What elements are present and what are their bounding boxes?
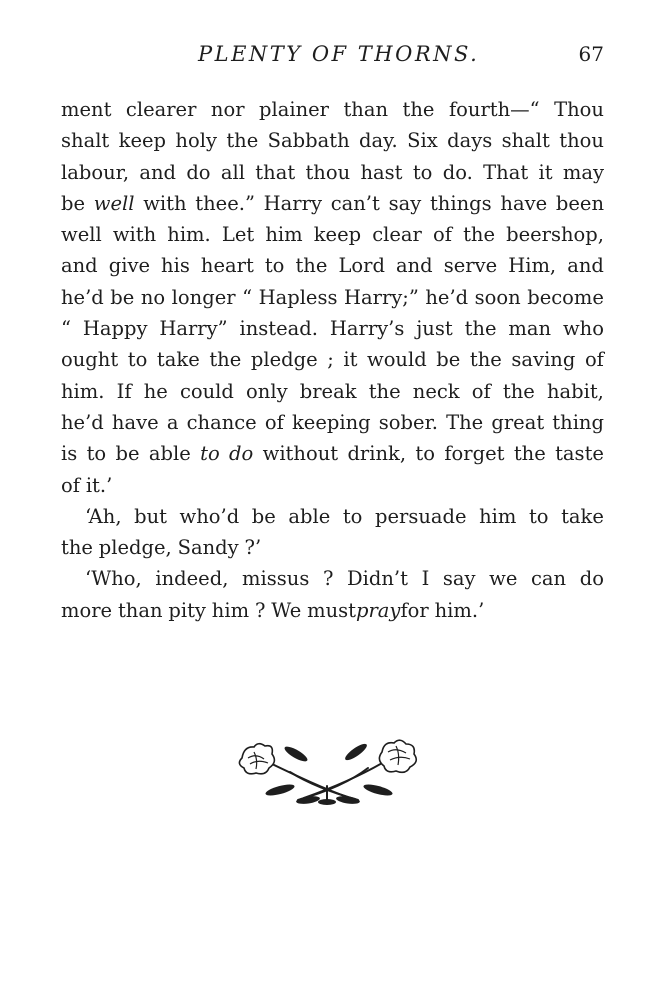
word: and — [567, 254, 604, 278]
text-line — [61, 501, 604, 532]
text-line — [61, 282, 604, 313]
word: can’t — [330, 191, 380, 215]
word: that — [255, 160, 296, 184]
word: and — [139, 160, 177, 184]
word: without — [262, 442, 339, 466]
word: beershop, — [506, 223, 604, 247]
word: Harry — [263, 191, 322, 215]
word: well — [61, 223, 102, 247]
word: able — [288, 504, 331, 528]
word: thee.” — [195, 191, 255, 215]
word: We — [271, 598, 302, 622]
word: but — [134, 504, 167, 528]
word: him.’ — [434, 598, 485, 622]
word: shalt — [61, 129, 110, 153]
body-text — [61, 94, 604, 626]
word: ?’ — [244, 536, 262, 560]
word: of — [61, 473, 80, 497]
word: him — [211, 598, 250, 622]
word: pity — [168, 598, 206, 622]
word: clear — [372, 223, 422, 247]
word: “ — [61, 317, 71, 341]
word: labour, — [61, 160, 130, 184]
word: would — [367, 348, 427, 372]
word: taste — [555, 442, 604, 466]
word: been — [555, 191, 604, 215]
word: pray — [356, 598, 401, 622]
word: must — [307, 598, 356, 622]
word: The — [446, 410, 484, 434]
word: Sandy — [177, 536, 239, 560]
word: chance — [186, 410, 257, 434]
word: the — [469, 348, 502, 372]
word: thou — [559, 129, 604, 153]
word: say — [442, 567, 476, 591]
word: could — [179, 379, 234, 403]
word: Let — [221, 223, 255, 247]
word: great — [491, 410, 545, 434]
word: he’d — [425, 285, 469, 309]
word: holy — [175, 129, 217, 153]
word: him. — [61, 379, 105, 403]
word: the — [295, 254, 328, 278]
word: become — [527, 285, 604, 309]
word: only — [246, 379, 288, 403]
word: do. — [442, 160, 473, 184]
word: missus — [242, 567, 310, 591]
word: to — [342, 504, 363, 528]
word: to — [127, 348, 148, 372]
word: man — [508, 317, 552, 341]
word: instead. — [239, 317, 318, 341]
word: be — [115, 442, 140, 466]
word: have — [500, 191, 548, 215]
word: thing — [552, 410, 604, 434]
word: he — [143, 379, 168, 403]
word: and — [61, 254, 98, 278]
word: “ — [242, 285, 253, 309]
word: well — [93, 191, 135, 215]
text-line — [61, 188, 604, 219]
word: heart — [200, 254, 254, 278]
word: ment — [61, 98, 112, 121]
word: Him, — [508, 254, 557, 278]
text-line — [61, 407, 604, 438]
word: persuade — [374, 504, 467, 528]
word: sober. — [378, 410, 438, 434]
text-line — [61, 438, 604, 469]
word: take — [156, 348, 200, 372]
word: no — [140, 285, 166, 309]
word: the — [368, 379, 401, 403]
word: him. — [167, 223, 211, 247]
word: be — [61, 191, 86, 215]
word: able — [148, 442, 191, 466]
word: he’d — [61, 410, 104, 434]
word: break — [299, 379, 357, 403]
text-line — [61, 219, 604, 250]
word: Didn’t — [347, 567, 408, 591]
word: to — [528, 504, 549, 528]
word: Hapless — [258, 285, 338, 309]
word: may — [562, 160, 604, 184]
word: who — [562, 317, 604, 341]
text-line — [61, 94, 604, 125]
word: keep — [313, 223, 362, 247]
word: drink, — [347, 442, 407, 466]
word: saving — [511, 348, 576, 372]
word: ? — [322, 567, 334, 591]
text-line — [61, 470, 604, 501]
word: clearer — [125, 98, 197, 121]
word: give — [108, 254, 150, 278]
word: neck — [412, 379, 460, 403]
word: Thou — [554, 98, 604, 121]
word: indeed, — [155, 567, 229, 591]
text-line — [61, 344, 604, 375]
word: hast — [360, 160, 403, 184]
word: habit, — [546, 379, 604, 403]
word: him — [265, 223, 303, 247]
word: a — [166, 410, 179, 434]
word: plainer — [258, 98, 329, 121]
word: keeping — [291, 410, 371, 434]
word: the — [502, 379, 535, 403]
word: ? — [254, 598, 266, 622]
word: shalt — [501, 129, 550, 153]
text-line — [61, 313, 604, 344]
word: to — [264, 254, 285, 278]
word: of — [584, 348, 604, 372]
word: forget — [444, 442, 505, 466]
word: of — [432, 223, 452, 247]
word: soon — [474, 285, 521, 309]
word: with — [112, 223, 157, 247]
word: take — [561, 504, 604, 528]
word: nor — [210, 98, 245, 121]
word: If — [116, 379, 132, 403]
word: Six — [407, 129, 438, 153]
word: can — [531, 567, 567, 591]
word: Happy — [82, 317, 148, 341]
text-line — [61, 595, 604, 626]
word: do — [186, 160, 211, 184]
page-number: 67 — [578, 42, 604, 66]
word: pledge, — [98, 536, 172, 560]
word: than — [117, 598, 163, 622]
word: days — [447, 129, 493, 153]
word: and — [396, 254, 433, 278]
word: fourth—“ — [448, 98, 540, 121]
word: he’d — [61, 285, 104, 309]
word: who’d — [179, 504, 240, 528]
word: serve — [443, 254, 498, 278]
word: the — [402, 98, 435, 121]
word: with — [143, 191, 187, 215]
word: be — [110, 285, 135, 309]
word: the — [464, 317, 497, 341]
word: of — [264, 410, 284, 434]
text-line — [61, 532, 604, 563]
word: ; — [327, 348, 334, 372]
word: it — [343, 348, 358, 372]
word: have — [111, 410, 159, 434]
word: the — [209, 348, 242, 372]
text-line — [61, 250, 604, 281]
word: the — [61, 536, 93, 560]
word: it — [538, 160, 553, 184]
word: it.’ — [85, 473, 113, 497]
word: things — [429, 191, 492, 215]
word: That — [483, 160, 529, 184]
word: do — [229, 442, 254, 466]
page-header — [60, 38, 604, 70]
word: day. — [359, 129, 398, 153]
word: is — [61, 442, 78, 466]
word: for — [400, 598, 429, 622]
running-title: PLENTY OF THORNS. — [198, 42, 480, 66]
word: of — [471, 379, 491, 403]
word: ‘Ah, — [85, 504, 122, 528]
word: Harry’s — [329, 317, 405, 341]
text-line — [61, 563, 604, 594]
text-line — [61, 376, 604, 407]
word: keep — [118, 129, 167, 153]
word: to — [415, 442, 435, 466]
word: the — [463, 223, 495, 247]
word: the — [513, 442, 546, 466]
word: ought — [61, 348, 119, 372]
word: say — [388, 191, 422, 215]
word: be — [436, 348, 461, 372]
word: Harry” — [159, 317, 228, 341]
word: I — [421, 567, 430, 591]
word: to — [200, 442, 220, 466]
word: him — [479, 504, 517, 528]
text-line — [61, 125, 604, 156]
word: to — [412, 160, 433, 184]
word: his — [161, 254, 190, 278]
word: ‘Who, — [85, 567, 142, 591]
text-line — [61, 157, 604, 188]
word: just — [416, 317, 453, 341]
word: thou — [305, 160, 351, 184]
word: pledge — [250, 348, 318, 372]
word: do — [579, 567, 604, 591]
word: longer — [171, 285, 236, 309]
word: the — [226, 129, 259, 153]
word: Harry;” — [344, 285, 419, 309]
carnation-sprays-icon — [232, 738, 422, 810]
word: to — [86, 442, 107, 466]
word: than — [343, 98, 389, 121]
word: we — [489, 567, 518, 591]
word: Sabbath — [267, 129, 350, 153]
word: Lord — [338, 254, 385, 278]
word: all — [220, 160, 245, 184]
word: more — [61, 598, 113, 622]
word: be — [251, 504, 276, 528]
